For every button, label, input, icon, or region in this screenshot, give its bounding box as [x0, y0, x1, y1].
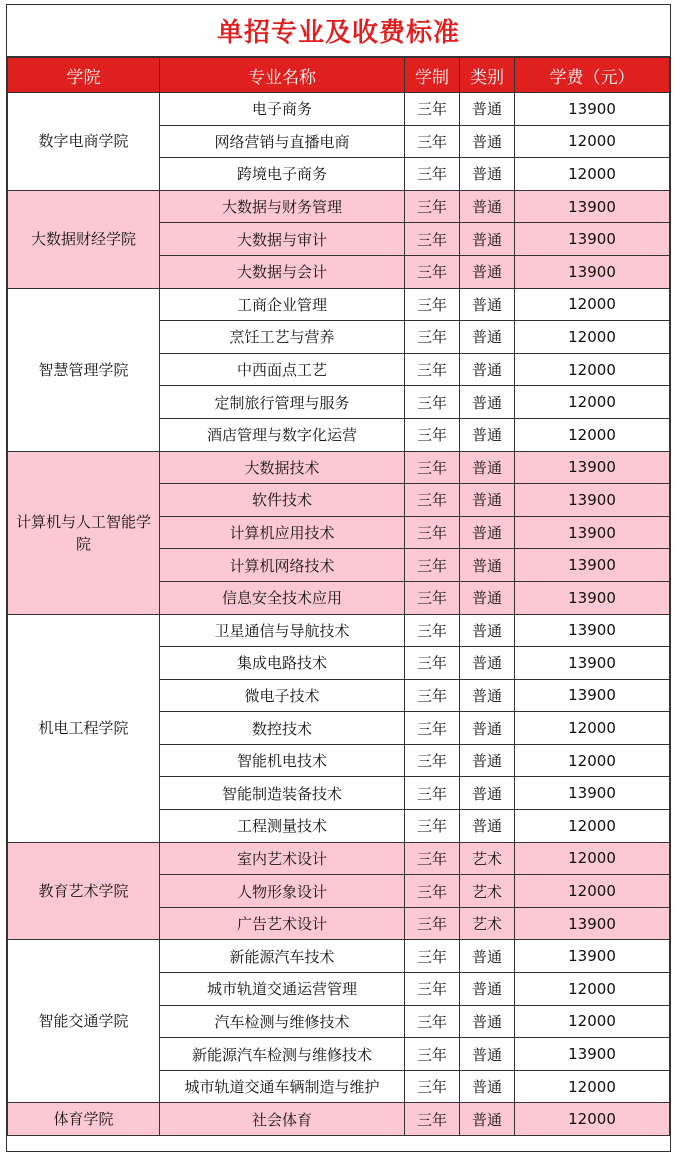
- major-name-cell: 城市轨道交通车辆制造与维护: [160, 1070, 405, 1103]
- fee-cell: 13900: [515, 451, 670, 484]
- major-name-cell: 智能制造装备技术: [160, 777, 405, 810]
- fee-cell: 12000: [515, 712, 670, 745]
- years-cell: 三年: [405, 223, 460, 256]
- years-cell: 三年: [405, 777, 460, 810]
- major-name-cell: 大数据与会计: [160, 255, 405, 288]
- type-cell: 普通: [460, 581, 515, 614]
- major-name-cell: 社会体育: [160, 1103, 405, 1136]
- years-cell: 三年: [405, 1070, 460, 1103]
- years-cell: 三年: [405, 712, 460, 745]
- major-name-cell: 计算机应用技术: [160, 516, 405, 549]
- major-name-cell: 酒店管理与数字化运营: [160, 418, 405, 451]
- type-cell: 普通: [460, 386, 515, 419]
- major-name-cell: 计算机网络技术: [160, 549, 405, 582]
- fee-cell: 13900: [515, 484, 670, 517]
- fee-cell: 13900: [515, 93, 670, 126]
- fee-cell: 13900: [515, 190, 670, 223]
- type-cell: 普通: [460, 288, 515, 321]
- type-cell: 普通: [460, 1103, 515, 1136]
- major-name-cell: 跨境电子商务: [160, 158, 405, 191]
- fee-table: [7, 57, 670, 1136]
- years-cell: 三年: [405, 744, 460, 777]
- years-cell: 三年: [405, 516, 460, 549]
- major-name-cell: 城市轨道交通运营管理: [160, 973, 405, 1006]
- major-name-cell: 大数据技术: [160, 451, 405, 484]
- college-cell: 智能交通学院: [8, 940, 160, 1103]
- major-name-cell: 中西面点工艺: [160, 353, 405, 386]
- years-cell: 三年: [405, 940, 460, 973]
- fee-cell: 12000: [515, 744, 670, 777]
- fee-cell: 13900: [515, 777, 670, 810]
- table-row: [8, 451, 670, 484]
- fee-cell: 12000: [515, 353, 670, 386]
- table-row: [8, 842, 670, 875]
- fee-cell: 13900: [515, 223, 670, 256]
- major-name-cell: 智能机电技术: [160, 744, 405, 777]
- major-name-cell: 卫星通信与导航技术: [160, 614, 405, 647]
- fee-cell: 13900: [515, 549, 670, 582]
- fee-cell: 12000: [515, 158, 670, 191]
- major-name-cell: 新能源汽车检测与维修技术: [160, 1038, 405, 1071]
- fee-cell: 13900: [515, 907, 670, 940]
- type-cell: 普通: [460, 777, 515, 810]
- fee-cell: 13900: [515, 516, 670, 549]
- type-cell: 艺术: [460, 875, 515, 908]
- fee-cell: 12000: [515, 810, 670, 843]
- years-cell: 三年: [405, 614, 460, 647]
- years-cell: 三年: [405, 679, 460, 712]
- years-cell: 三年: [405, 158, 460, 191]
- major-name-cell: 信息安全技术应用: [160, 581, 405, 614]
- table-row: [8, 940, 670, 973]
- years-cell: 三年: [405, 810, 460, 843]
- years-cell: 三年: [405, 353, 460, 386]
- major-name-cell: 定制旅行管理与服务: [160, 386, 405, 419]
- fee-cell: 13900: [515, 614, 670, 647]
- table-row: [8, 1103, 670, 1136]
- table-body: [8, 93, 670, 1136]
- fee-cell: 13900: [515, 1038, 670, 1071]
- header-fee: 学费（元）: [515, 58, 670, 93]
- years-cell: 三年: [405, 842, 460, 875]
- fee-cell: 12000: [515, 418, 670, 451]
- fee-cell: 12000: [515, 1070, 670, 1103]
- college-cell: 计算机与人工智能学院: [8, 451, 160, 614]
- years-cell: 三年: [405, 484, 460, 517]
- years-cell: 三年: [405, 288, 460, 321]
- table-row: [8, 614, 670, 647]
- college-cell: 体育学院: [8, 1103, 160, 1136]
- type-cell: 普通: [460, 451, 515, 484]
- years-cell: 三年: [405, 386, 460, 419]
- major-name-cell: 工程测量技术: [160, 810, 405, 843]
- major-name-cell: 工商企业管理: [160, 288, 405, 321]
- type-cell: 普通: [460, 353, 515, 386]
- years-cell: 三年: [405, 875, 460, 908]
- table-row: [8, 93, 670, 126]
- major-name-cell: 汽车检测与维修技术: [160, 1005, 405, 1038]
- fee-cell: 13900: [515, 581, 670, 614]
- years-cell: 三年: [405, 93, 460, 126]
- header-row: [8, 58, 670, 93]
- fee-cell: 12000: [515, 386, 670, 419]
- college-cell: 智慧管理学院: [8, 288, 160, 451]
- header-type: 类别: [460, 58, 515, 93]
- type-cell: 普通: [460, 93, 515, 126]
- type-cell: 普通: [460, 125, 515, 158]
- years-cell: 三年: [405, 190, 460, 223]
- type-cell: 普通: [460, 1038, 515, 1071]
- type-cell: 普通: [460, 190, 515, 223]
- type-cell: 普通: [460, 744, 515, 777]
- page-title: 单招专业及收费标准: [7, 5, 670, 57]
- major-name-cell: 室内艺术设计: [160, 842, 405, 875]
- fee-cell: 12000: [515, 842, 670, 875]
- fee-cell: 12000: [515, 973, 670, 1006]
- type-cell: 普通: [460, 321, 515, 354]
- college-cell: 大数据财经学院: [8, 190, 160, 288]
- table-row: [8, 190, 670, 223]
- fee-cell: 12000: [515, 321, 670, 354]
- type-cell: 普通: [460, 810, 515, 843]
- years-cell: 三年: [405, 973, 460, 1006]
- type-cell: 普通: [460, 712, 515, 745]
- years-cell: 三年: [405, 1038, 460, 1071]
- type-cell: 普通: [460, 1005, 515, 1038]
- college-cell: 教育艺术学院: [8, 842, 160, 940]
- fee-cell: 13900: [515, 679, 670, 712]
- type-cell: 普通: [460, 973, 515, 1006]
- type-cell: 普通: [460, 418, 515, 451]
- type-cell: 普通: [460, 484, 515, 517]
- years-cell: 三年: [405, 1103, 460, 1136]
- fee-cell: 12000: [515, 1005, 670, 1038]
- years-cell: 三年: [405, 255, 460, 288]
- years-cell: 三年: [405, 1005, 460, 1038]
- years-cell: 三年: [405, 647, 460, 680]
- major-name-cell: 集成电路技术: [160, 647, 405, 680]
- type-cell: 普通: [460, 255, 515, 288]
- table-row: [8, 288, 670, 321]
- type-cell: 普通: [460, 516, 515, 549]
- major-name-cell: 电子商务: [160, 93, 405, 126]
- years-cell: 三年: [405, 451, 460, 484]
- fee-cell: 12000: [515, 288, 670, 321]
- years-cell: 三年: [405, 581, 460, 614]
- type-cell: 普通: [460, 647, 515, 680]
- type-cell: 艺术: [460, 842, 515, 875]
- type-cell: 普通: [460, 223, 515, 256]
- type-cell: 艺术: [460, 907, 515, 940]
- major-name-cell: 广告艺术设计: [160, 907, 405, 940]
- college-cell: 机电工程学院: [8, 614, 160, 842]
- major-name-cell: 新能源汽车技术: [160, 940, 405, 973]
- fee-cell: 13900: [515, 255, 670, 288]
- type-cell: 普通: [460, 940, 515, 973]
- college-cell: 数字电商学院: [8, 93, 160, 191]
- major-name-cell: 微电子技术: [160, 679, 405, 712]
- major-name-cell: 大数据与审计: [160, 223, 405, 256]
- header-major: 专业名称: [160, 58, 405, 93]
- header-years: 学制: [405, 58, 460, 93]
- fee-cell: 12000: [515, 1103, 670, 1136]
- years-cell: 三年: [405, 549, 460, 582]
- major-name-cell: 大数据与财务管理: [160, 190, 405, 223]
- years-cell: 三年: [405, 907, 460, 940]
- major-name-cell: 人物形象设计: [160, 875, 405, 908]
- header-college: 学院: [8, 58, 160, 93]
- fee-cell: 12000: [515, 125, 670, 158]
- fee-table-frame: [6, 4, 671, 1152]
- type-cell: 普通: [460, 158, 515, 191]
- fee-cell: 13900: [515, 647, 670, 680]
- major-name-cell: 烹饪工艺与营养: [160, 321, 405, 354]
- years-cell: 三年: [405, 321, 460, 354]
- type-cell: 普通: [460, 1070, 515, 1103]
- major-name-cell: 网络营销与直播电商: [160, 125, 405, 158]
- years-cell: 三年: [405, 125, 460, 158]
- fee-cell: 13900: [515, 940, 670, 973]
- type-cell: 普通: [460, 549, 515, 582]
- major-name-cell: 软件技术: [160, 484, 405, 517]
- type-cell: 普通: [460, 679, 515, 712]
- major-name-cell: 数控技术: [160, 712, 405, 745]
- fee-cell: 12000: [515, 875, 670, 908]
- years-cell: 三年: [405, 418, 460, 451]
- type-cell: 普通: [460, 614, 515, 647]
